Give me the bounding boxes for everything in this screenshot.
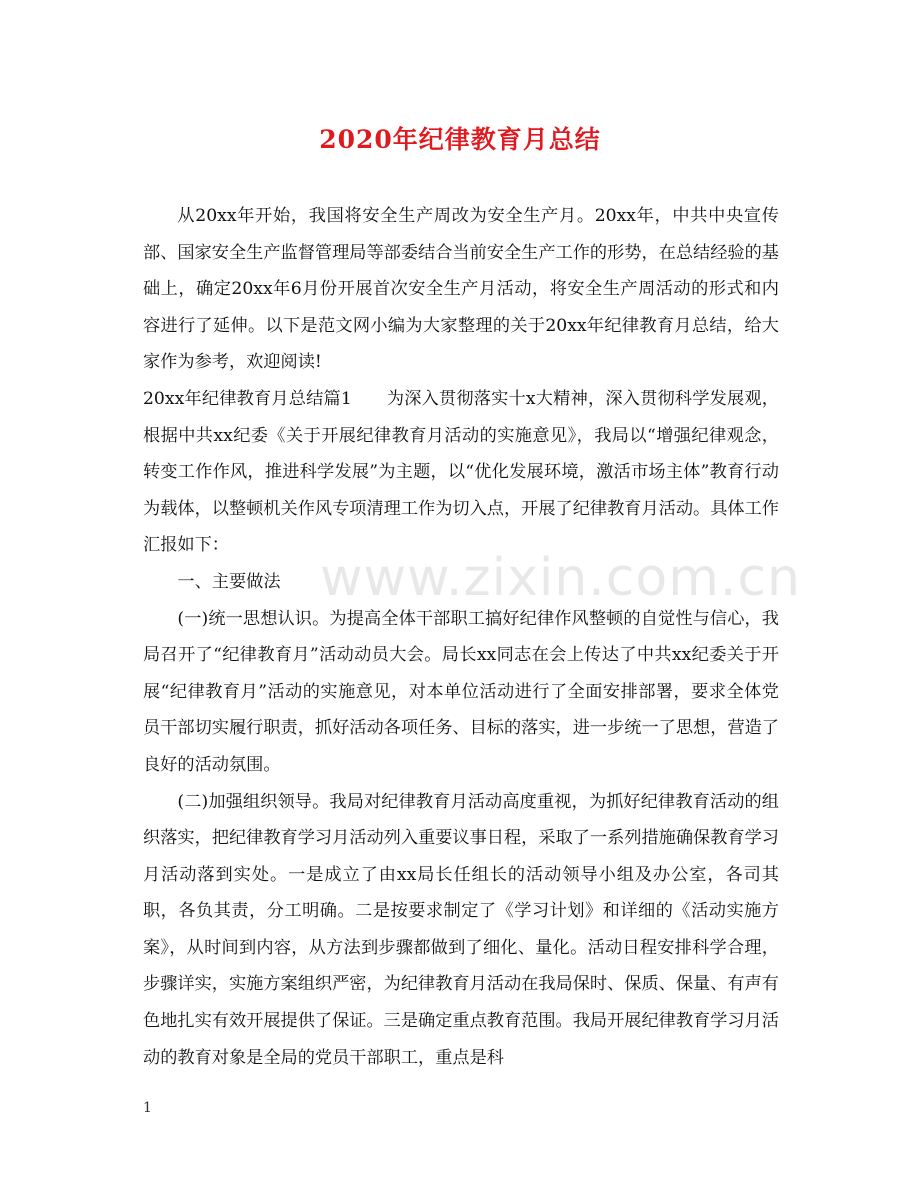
paragraph-intro: 从20xx年开始，我国将安全生产周改为安全生产月。20xx年，中共中央宣传部、国家安全生产监督管理局等部委结合当前安全生产工作的形势，在总结经验的基础上，确定20xx年6月份开展首次安全生产月活动，将安全生产周活动的形式和内容进行了延伸。以下是范文网小编为大家整理的关于20xx年纪律教育月总结，给大家作为参考，欢迎阅读! [143, 206, 779, 373]
watermark-text: www.zixin.com.cn [320, 548, 801, 608]
paragraph-strengthen-leadership: (二)加强组织领导。我局对纪律教育月活动高度重视，为抓好纪律教育活动的组织落实，把纪律教育学习月活动列入重要议事日程，采取了一系列措施确保教育学习月活动落到实处。一是成立了由xx局长任组长的活动领导小组及办公室，各司其职，各负其责，分工明确。二是按要求制定了《学习计划》和详细的《活动实施方案》，从时间到内容，从方法到步骤都做到了细化、量化。活动日程安排科学合理，步骤详实，实施方案组织严密，为纪律教育月活动在我局保时、保质、保量、有声有色地扎实有效开展提供了保证。三是确定重点教育范围。我局开展纪律教育学习月活动的教育对象是全局的党员干部职工，重点是科 [143, 791, 779, 1068]
document-body [143, 198, 779, 1076]
document-title: 2020年纪律教育月总结 [319, 125, 601, 154]
paragraph-section-intro: 20xx年纪律教育月总结篇1 为深入贯彻落实十x大精神，深入贯彻科学发展观，根据中共xx纪委《关于开展纪律教育月活动的实施意见》，我局以“增强纪律观念，转变工作作风，推进科学发展”为主题，以“优化发展环境，激活市场主体”教育行动为载体，以整顿机关作风专项清理工作为切入点，开展了纪律教育月活动。具体工作汇报如下： [143, 388, 779, 556]
paragraph-unify-thinking: (一)统一思想认识。为提高全体干部职工搞好纪律作风整顿的自觉性与信心，我局召开了“纪律教育月”活动动员大会。局长xx同志在会上传达了中共xx纪委关于开展“纪律教育月”活动的实施意见，对本单位活动进行了全面安排部署，要求全体党员干部切实履行职责，抓好活动各项任务、目标的落实，进一步统一了思想，营造了良好的活动氛围。 [143, 608, 779, 775]
section-heading-main-practices: 一、主要做法 [177, 571, 281, 592]
page-number: 1 [143, 1100, 152, 1116]
